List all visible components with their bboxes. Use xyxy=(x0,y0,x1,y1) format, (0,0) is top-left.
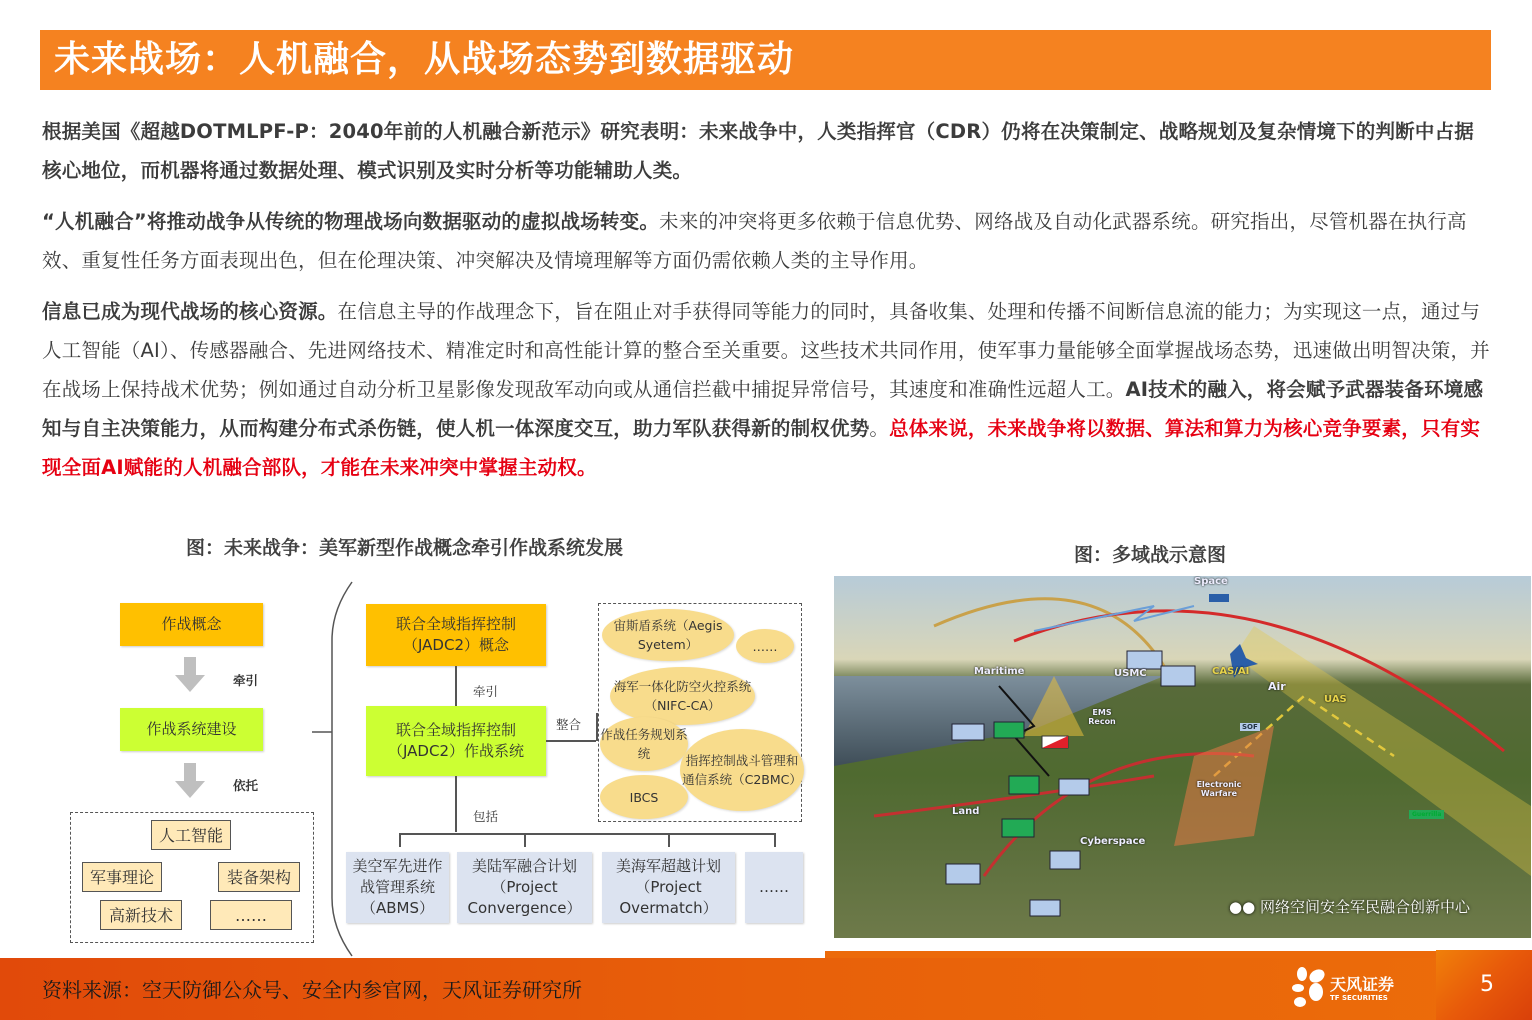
connector-line xyxy=(524,833,526,847)
title-bar xyxy=(40,30,1491,90)
program-more: …… xyxy=(745,852,803,923)
label-air: Air xyxy=(1268,680,1286,693)
page-title: 未来战场：人机融合，从战场态势到数据驱动 xyxy=(54,39,795,80)
label-cas-ai: CAS/AI xyxy=(1212,666,1250,677)
label-usmc: USMC xyxy=(1114,668,1147,679)
wechat-icon: ●● xyxy=(1229,898,1256,916)
link-label-include: 包括 xyxy=(473,809,499,824)
flower-logo-icon xyxy=(1290,966,1328,1010)
arrow-down-icon xyxy=(175,763,205,799)
program-convergence: 美陆军融合计划（Project Convergence） xyxy=(457,852,592,923)
arrow-down-icon xyxy=(175,657,205,693)
foundation-high-tech: 高新技术 xyxy=(100,900,182,930)
page-number: 5 xyxy=(1480,972,1494,997)
label-ems-recon: EMS Recon xyxy=(1088,708,1116,726)
connector-line xyxy=(455,666,457,706)
label-electronic-warfare: Electronic Warfare xyxy=(1196,780,1242,798)
watermark xyxy=(1229,896,1470,917)
program-abms: 美空军先进作战管理系统（ABMS） xyxy=(346,852,449,923)
jadc2-system-box: 联合全域指挥控制（JADC2）作战系统 xyxy=(366,706,546,776)
watermark-text: 网络空间安全军民融合创新中心 xyxy=(1259,898,1470,916)
label-maritime: Maritime xyxy=(974,666,1025,677)
foundation-more: …… xyxy=(210,900,292,930)
figure-right-caption: 图：多域战示意图 xyxy=(1074,544,1227,566)
concept-box: 作战概念 xyxy=(120,603,263,646)
system-mission-planning: 作战任务规划系统 xyxy=(600,717,688,771)
system-more: …… xyxy=(736,629,794,663)
connector-line xyxy=(399,833,775,835)
connector-line xyxy=(455,776,457,832)
paragraph-2-lead: “人机融合”将推动战争从传统的物理战场向数据驱动的虚拟战场转变。 xyxy=(42,210,660,233)
battle-arrows-icon xyxy=(834,576,1531,938)
jadc2-concept-box: 联合全域指挥控制（JADC2）概念 xyxy=(366,604,546,666)
paragraph-2 xyxy=(42,202,1492,280)
label-uas: UAS xyxy=(1324,694,1347,705)
connector-line xyxy=(774,833,776,847)
paragraph-3-conclusion: 总体来说，未来战争将以数据、算法和算力为核心竞争要素，只有实现全面AI赋能的人机融合部队，才能在未来冲突中掌握主动权。 xyxy=(42,417,1481,479)
multi-domain-map xyxy=(834,576,1531,938)
connector-line xyxy=(546,740,596,742)
tf-securities-logo xyxy=(1290,966,1410,1012)
arrow-label-rely: 依托 xyxy=(233,778,259,793)
connector-line xyxy=(399,833,401,847)
program-overmatch: 美海军超越计划（Project Overmatch） xyxy=(602,852,735,923)
connector-line xyxy=(668,833,670,847)
system-c2bmc: 指挥控制战斗管理和通信系统（C2BMC） xyxy=(680,729,804,811)
paragraph-3-emphasis: AI技术的融入，将会赋予武器装备环境感知与自主决策能力，从而构建分布式杀伤链，使人机一体深度交互，助力军队获得新的制权优势 xyxy=(42,378,1484,440)
figure-left-caption: 图：未来战争：美军新型作战概念牵引作战系统发展 xyxy=(186,537,624,559)
label-space: Space xyxy=(1194,576,1228,587)
logo-name-en: TF SECURITIES xyxy=(1330,994,1388,1002)
system-ibcs: IBCS xyxy=(600,775,688,819)
link-label-pull: 牵引 xyxy=(473,684,499,699)
paragraph-1: 根据美国《超越DOTMLPF-P：2040年前的人机融合新范示》研究表明：未来战争中，人类指挥官（CDR）仍将在决策制定、战略规划及复杂情境下的判断中占据核心地位，而机器将通过数据处理、模式识别及实时分析等功能辅助人类。 xyxy=(42,120,1474,182)
label-land: Land xyxy=(952,806,980,817)
label-guerrilla: Guerrilla xyxy=(1409,810,1444,819)
paragraph-3-period: 。 xyxy=(869,417,890,440)
link-label-integrate: 整合 xyxy=(556,717,582,732)
paragraph-3-body: 在信息主导的作战理念下，旨在阻止对手获得同等能力的同时，具备收集、处理和传播不间断信息流的能力；为实现这一点，通过与人工智能（AI）、传感器融合、先进网络技术、精准定时和高性能计算的整合至关重要。这些技术共同作用，使军事力量能够全面掌握战场态势，迅速做出明智决策，并在战场上保持战术优势；例如通过自动分析卫星影像发现敌军动向或从通信拦截中捕捉异常信号，其速度和准确性远超人工。 xyxy=(42,300,1490,401)
foundation-military-theory: 军事理论 xyxy=(82,862,162,892)
source-note: 资料来源：空天防御公众号、安全内参官网，天风证券研究所 xyxy=(42,978,582,1002)
footer xyxy=(0,958,1532,1020)
foundation-ai: 人工智能 xyxy=(151,820,231,850)
label-cyberspace: Cyberspace xyxy=(1080,836,1146,847)
paragraph-3 xyxy=(42,292,1492,487)
concept-diagram xyxy=(60,575,820,955)
system-nifc-ca: 海军一体化防空火控系统（NIFC-CA） xyxy=(610,667,755,725)
paragraph-2-body: 未来的冲突将更多依赖于信息优势、网络战及自动化武器系统。研究指出，尽管机器在执行高效、重复性任务方面表现出色，但在伦理决策、冲突解决及情境理解等方面仍需依赖人类的主导作用。 xyxy=(42,210,1467,272)
paragraph-3-lead: 信息已成为现代战场的核心资源。 xyxy=(42,300,338,323)
system-aegis: 宙斯盾系统（Aegis Syetem） xyxy=(602,609,734,661)
logo-name-cn: 天风证券 xyxy=(1330,975,1395,994)
system-build-box: 作战系统建设 xyxy=(120,708,263,751)
foundation-equipment-architecture: 装备架构 xyxy=(218,862,300,892)
label-sof: SOF xyxy=(1242,723,1258,731)
arrow-label-pull: 牵引 xyxy=(233,673,259,688)
